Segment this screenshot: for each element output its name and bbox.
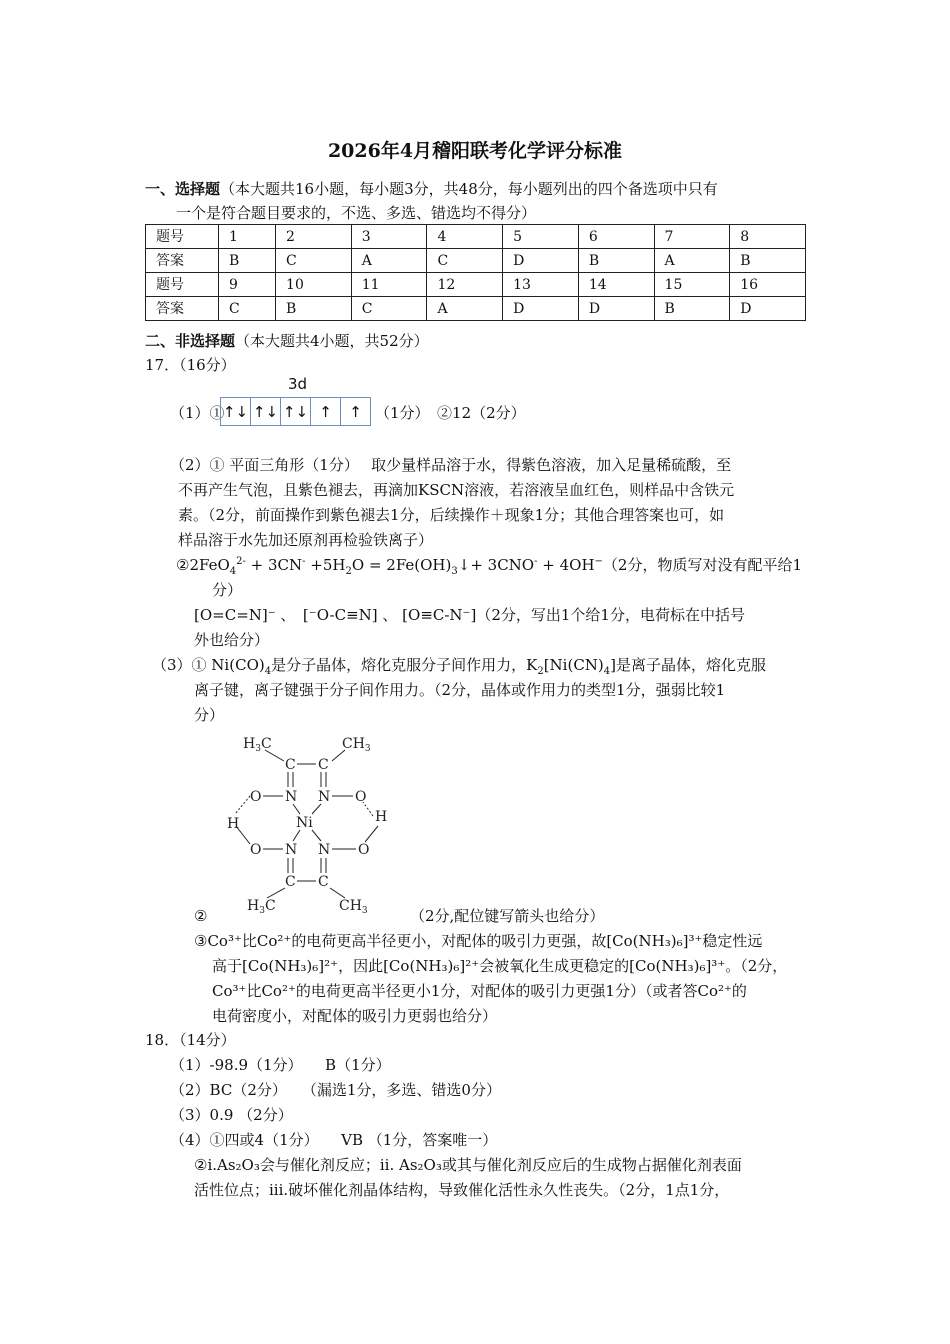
answer-table [145,224,806,321]
c-bottom-right: C [318,874,329,890]
ch3-top-label: $CH_3$ [342,736,371,754]
q17-p3-line1 [152,656,767,677]
q17-p2-line4: 样品溶于水先加还原剂再检验铁离子） [178,531,434,549]
orbital-label: 3d [288,375,308,393]
c-top-left: C [285,757,296,773]
q18-p4-2-line2: 活性位点；iii.破坏催化剂晶体结构，导致催化活性永久性丧失。（2分，1点1分， [194,1181,730,1199]
table-cell: 12 [427,273,503,297]
ch3-bottom-label: $CH_3$ [339,898,368,916]
h3c-bottom-label: $H_3C$ [247,898,276,916]
ni-center: Ni [296,815,313,831]
h-right: H [375,809,388,825]
eq-sup: − [594,556,603,567]
eq-text: + 3CN [245,556,303,574]
table-cell: 2 [276,225,352,249]
table-cell: A [654,249,730,273]
table-cell: 15 [654,273,730,297]
section2-line [145,334,429,349]
table-cell: 4 [427,225,503,249]
q17-p2-line2: 不再产生气泡，且紫色褪去，再滴加KSCN溶液，若溶液呈血红色，则样品中含铁元 [178,481,735,499]
c-bottom-left: C [285,874,296,890]
section1-desc1: （本大题共16小题，每小题3分，共48分，每小题列出的四个备选项中只有 [220,180,718,198]
orbital-box: ↑ [340,397,371,426]
n-bottom-right: N [318,842,331,858]
eq-text: ↓+ 3CNO [457,556,535,574]
table-cell: 1 [219,225,276,249]
q17-p2-line1: （2）① 平面三角形（1分） 取少量样品溶于水，得紫色溶液，加入足量稀硫酸，至 [170,456,732,474]
section1-line1 [145,182,718,197]
q17-p3-line2: 离子键，离子键强于分子间作用力。（2分，晶体或作用力的类型1分，强弱比较1 [194,681,726,699]
q17-p3-3-line2: 高于[Co(NH₃)₆]²⁺，因此[Co(NH₃)₆]²⁺会被氧化生成更稳定的[Co(NH₃)₆]³⁺。（2分， [212,957,788,975]
table-cell: 13 [503,273,579,297]
table-cell: 答案 [146,297,219,321]
table-cell: 题号 [146,273,219,297]
q17-p2-line3: 素。（2分，前面操作到紫色褪去1分，后续操作＋现象1分；其他合理答案也可，如 [178,506,725,524]
table-row [146,225,806,249]
eq-sup: - [534,556,538,567]
o-top-right: O [355,789,367,805]
orbital-diagram [221,397,371,426]
n-bottom-left: N [285,842,298,858]
n-top-left: N [285,789,298,805]
table-cell: 14 [578,273,654,297]
page-title: 2026年4月稽阳联考化学评分标准 [327,140,623,162]
table-cell: A [427,297,503,321]
q17-p1-rest: （1分） ②12（2分） [375,404,526,422]
table-cell: 7 [654,225,730,249]
q17-equation [176,556,803,577]
table-row [146,249,806,273]
table-cell: C [276,249,352,273]
p3-text: ]是离子晶体，熔化克服 [610,656,767,674]
table-cell: A [351,249,427,273]
q17-resonance-line1: [O=C=N]⁻ 、 [⁻O-C≡N] 、 [O≡C-N⁻]（2分，写出1个给1分，电荷标在中括号 [194,606,745,624]
table-cell: 16 [730,273,806,297]
q17-p3-3-line3: Co³⁺比Co²⁺的电荷更高半径更小1分，对配体的吸引力更强1分）（或者答Co²⁺的 [212,982,747,1000]
p3-sub: 4 [264,666,272,677]
q18-p4-2-line1: ②i.As₂O₃会与催化剂反应；ii. As₂O₃或其与催化剂反应后的生成物占据催化剂表面 [194,1156,742,1174]
section1-desc2: 一个是符合题目要求的，不选、多选、错选均不得分） [176,204,537,222]
orbital-box: ↑ [310,397,341,426]
table-row [146,297,806,321]
table-cell: D [578,297,654,321]
table-cell: B [654,297,730,321]
table-cell: C [219,297,276,321]
table-cell: C [427,249,503,273]
p3-text: [Ni(CN) [543,656,604,674]
eq-text: O = 2Fe(OH) [351,556,452,574]
section1-head: 一、选择题 [145,180,221,198]
table-cell: 5 [503,225,579,249]
eq-sub: 3 [451,566,458,577]
table-cell: 9 [219,273,276,297]
table-row [146,273,806,297]
q17-p3-2-prefix: ② [194,907,208,925]
q17-p3-3-line1: ③Co³⁺比Co²⁺的电荷更高半径更小，对配体的吸引力更强，故[Co(NH₃)₆]³⁺稳定性远 [194,932,763,950]
q18-p1: （1）-98.9（1分） B（1分） [170,1056,391,1074]
table-cell: 3 [351,225,427,249]
orbital-box: ↑↓ [250,397,281,426]
table-cell: D [503,297,579,321]
ni-dmg-structure [215,728,405,918]
eq-sub: 4 [229,566,237,577]
table-cell: 10 [276,273,352,297]
q17-p3-2-note: （2分,配位键写箭头也给分） [410,907,605,925]
table-cell: 11 [351,273,427,297]
o-bottom-right: O [358,842,370,858]
p3-sub: 4 [603,666,611,677]
q18-head: 18．（14分） [145,1031,236,1049]
eq-sub: 2 [345,566,352,577]
table-cell: B [219,249,276,273]
h3c-top-label: $H_3C$ [243,736,272,754]
p3-sub: 2 [537,666,544,677]
eq-sup: - [302,556,306,567]
table-cell: 答案 [146,249,219,273]
table-cell: D [503,249,579,273]
eq-text: + 4OH [537,556,595,574]
section2-desc: （本大题共4小题，共52分） [235,332,429,350]
o-bottom-left: O [250,842,262,858]
table-cell: C [351,297,427,321]
table-cell: B [276,297,352,321]
q18-p3: （3）0.9 （2分） [170,1106,293,1124]
h-left: H [227,816,240,832]
table-cell: 题号 [146,225,219,249]
table-cell: D [730,297,806,321]
eq-text: （2分，物质写对没有配平给1 [602,556,803,574]
orbital-box: ↑↓ [280,397,311,426]
c-top-right: C [318,757,329,773]
eq-text: +5H [305,556,346,574]
q17-p3-3-line4: 电荷密度小，对配体的吸引力更弱也给分） [212,1007,498,1025]
q17-resonance-line2: 外也给分） [194,631,270,649]
o-top-left: O [250,789,262,805]
eq-sup: 2- [236,556,246,567]
q18-p4: （4）①四或4（1分） VB （1分，答案唯一） [170,1131,498,1149]
orbital-box: ↑↓ [220,397,251,426]
section2-head: 二、非选择题 [145,332,236,350]
q17-head: 17．（16分） [145,356,236,374]
table-cell: 6 [578,225,654,249]
eq-text: ②2FeO [176,556,230,574]
table-cell: B [730,249,806,273]
table-cell: B [578,249,654,273]
n-top-right: N [318,789,331,805]
q17-equation-cont: 分） [212,581,243,599]
p3-text: 是分子晶体，熔化克服分子间作用力，K [271,656,538,674]
table-cell: 8 [730,225,806,249]
q17-p1-prefix: （1）① [170,404,225,422]
q17-p3-line3: 分） [194,706,225,724]
p3-text: （3）① Ni(CO) [152,656,265,674]
q18-p2: （2）BC（2分） （漏选1分，多选、错选0分） [170,1081,501,1099]
